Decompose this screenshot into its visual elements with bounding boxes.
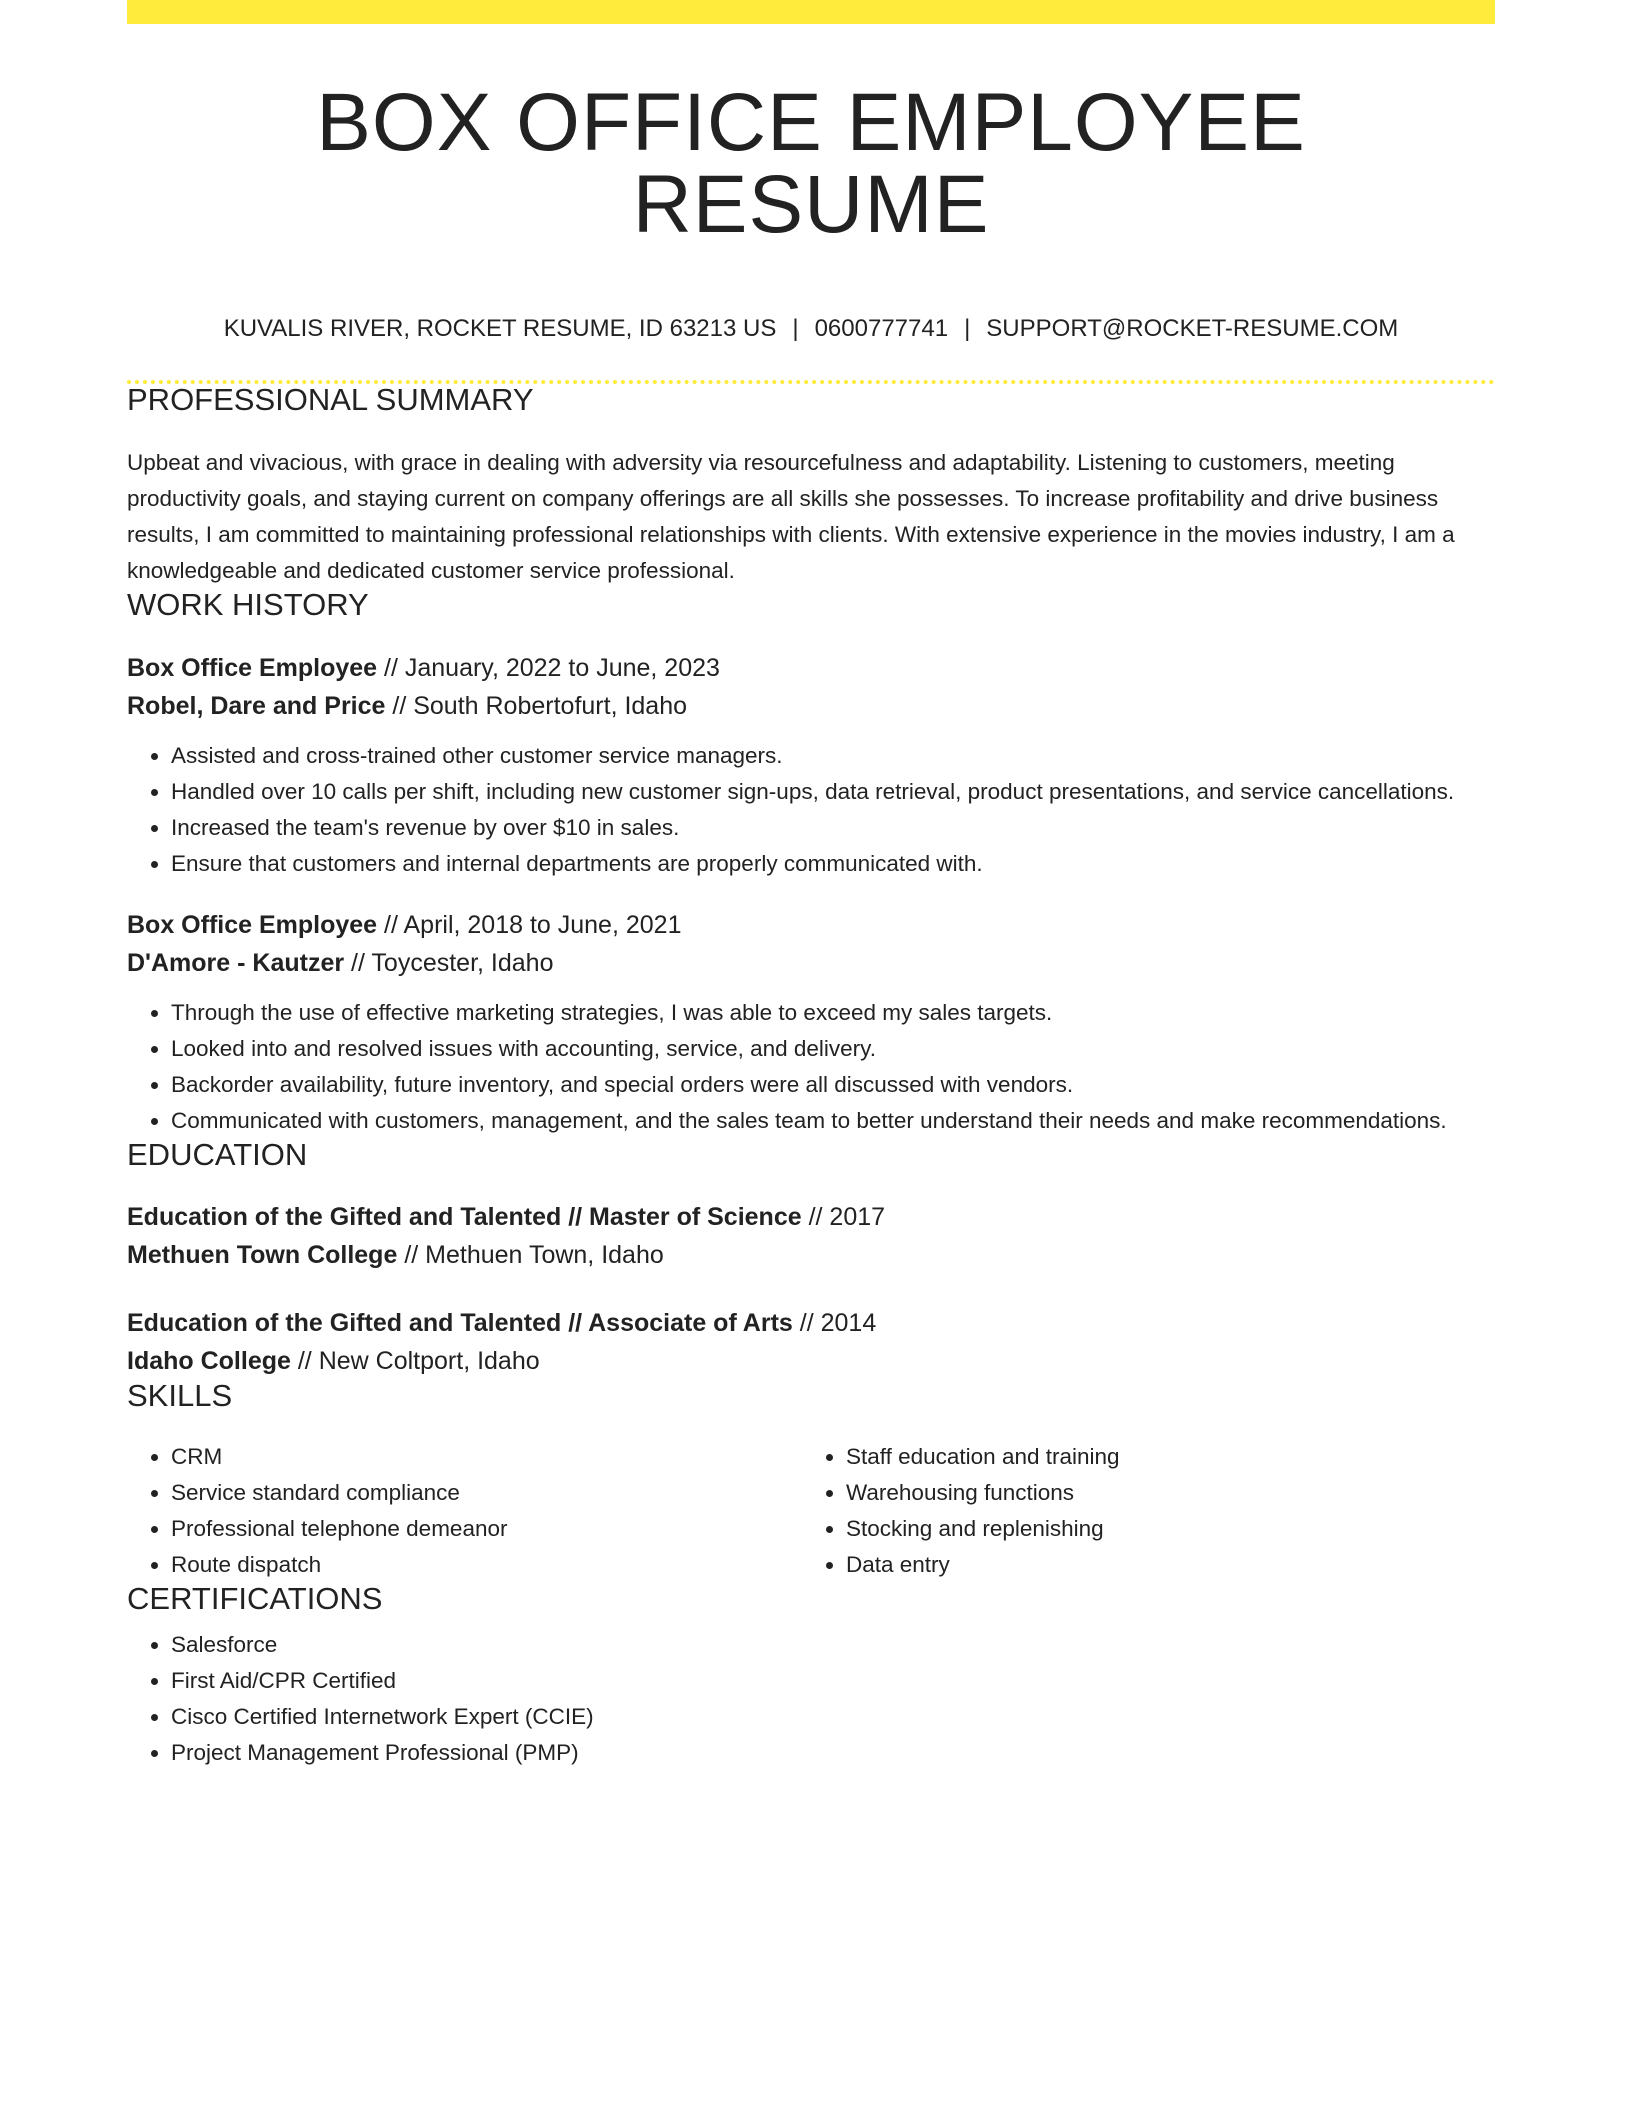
contact-separator: | xyxy=(792,315,799,342)
job-company: D'Amore - Kautzer xyxy=(127,949,345,977)
education-location: // New Coltport, Idaho xyxy=(297,1347,540,1375)
skills-grid xyxy=(127,1439,1495,1583)
work-history-heading: WORK HISTORY xyxy=(127,587,369,622)
education-location: // Methuen Town, Idaho xyxy=(404,1241,664,1269)
education-entry xyxy=(127,1304,1495,1380)
skill-item: • Stocking and replenishing xyxy=(846,1511,1477,1547)
education-heading: EDUCATION xyxy=(127,1137,308,1172)
skill-item: • Service standard compliance xyxy=(171,1475,802,1511)
job-title-line xyxy=(127,906,1495,944)
job-dates: // January, 2022 to June, 2023 xyxy=(384,654,720,682)
education-degree-line xyxy=(127,1198,1495,1236)
contact-line xyxy=(127,317,1495,341)
education-year: // 2014 xyxy=(799,1309,877,1337)
job-location: // South Robertofurt, Idaho xyxy=(392,692,688,720)
skills-heading: SKILLS xyxy=(127,1378,233,1413)
job-entry xyxy=(127,649,1495,882)
accent-bar xyxy=(127,0,1495,24)
skill-item: • Data entry xyxy=(846,1547,1477,1583)
skill-item: • Warehousing functions xyxy=(846,1475,1477,1511)
skills-column-right xyxy=(802,1439,1477,1583)
job-bullet: • Communicated with customers, management, and the sales team to better understand their needs and make recommendations. xyxy=(171,1103,1495,1139)
job-title: Box Office Employee xyxy=(127,654,378,682)
job-dates: // April, 2018 to June, 2021 xyxy=(384,911,682,939)
certification-item: • First Aid/CPR Certified xyxy=(171,1663,1495,1699)
job-bullets xyxy=(127,738,1495,882)
job-company-line xyxy=(127,944,1495,982)
certifications-heading: CERTIFICATIONS xyxy=(127,1581,383,1616)
job-bullet: • Backorder availability, future inventory, and special orders were all discussed with vendors. xyxy=(171,1067,1495,1103)
education-school: Methuen Town College xyxy=(127,1241,398,1269)
contact-phone: 0600777741 xyxy=(814,315,949,342)
job-bullet: • Through the use of effective marketing strategies, I was able to exceed my sales targets. xyxy=(171,995,1495,1031)
education-entry xyxy=(127,1198,1495,1274)
job-bullet: • Assisted and cross-trained other customer service managers. xyxy=(171,738,1495,774)
resume-title: BOX OFFICE EMPLOYEE RESUME xyxy=(316,77,1306,250)
resume-page xyxy=(127,0,1495,1771)
job-bullets xyxy=(127,995,1495,1139)
job-entry xyxy=(127,906,1495,1139)
job-company-line xyxy=(127,687,1495,725)
job-location: // Toycester, Idaho xyxy=(351,949,554,977)
skill-item: • CRM xyxy=(171,1439,802,1475)
job-company: Robel, Dare and Price xyxy=(127,692,386,720)
job-title: Box Office Employee xyxy=(127,911,378,939)
certifications-list xyxy=(127,1627,1495,1771)
education-year: // 2017 xyxy=(808,1203,886,1231)
education-degree: Education of the Gifted and Talented // Master of Science xyxy=(127,1203,802,1231)
skill-item: • Professional telephone demeanor xyxy=(171,1511,802,1547)
skill-item: • Route dispatch xyxy=(171,1547,802,1583)
education-school: Idaho College xyxy=(127,1347,291,1375)
contact-separator: | xyxy=(964,315,971,342)
contact-email: SUPPORT@ROCKET-RESUME.COM xyxy=(986,315,1399,342)
certification-item: • Salesforce xyxy=(171,1627,1495,1663)
contact-address: KUVALIS RIVER, ROCKET RESUME, ID 63213 US xyxy=(223,315,777,342)
education-school-line xyxy=(127,1236,1495,1274)
education-degree-line xyxy=(127,1304,1495,1342)
skill-item: • Staff education and training xyxy=(846,1439,1477,1475)
job-bullet: • Increased the team's revenue by over $10 in sales. xyxy=(171,810,1495,846)
education-school-line xyxy=(127,1342,1495,1380)
certification-item: • Cisco Certified Internetwork Expert (CCIE) xyxy=(171,1699,1495,1735)
summary-heading: PROFESSIONAL SUMMARY xyxy=(127,382,534,417)
certification-item: • Project Management Professional (PMP) xyxy=(171,1735,1495,1771)
job-title-line xyxy=(127,649,1495,687)
job-bullet: • Handled over 10 calls per shift, including new customer sign-ups, data retrieval, product presentations, and service cancellations. xyxy=(171,774,1495,810)
job-bullet: • Looked into and resolved issues with accounting, service, and delivery. xyxy=(171,1031,1495,1067)
summary-text: Upbeat and vivacious, with grace in dealing with adversity via resourcefulness and adaptability. Listening to customers, meeting productivity goals, and staying current on company offerings are all skills she possesses. To increase profitability and drive business results, I am committed to maintaining professional relationships with clients. With extensive experience in the movies industry, I am a knowledgeable and dedicated customer service professional. xyxy=(127,450,1455,583)
education-degree: Education of the Gifted and Talented // Associate of Arts xyxy=(127,1309,793,1337)
job-bullet: • Ensure that customers and internal departments are properly communicated with. xyxy=(171,846,1495,882)
skills-column-left xyxy=(127,1439,802,1583)
